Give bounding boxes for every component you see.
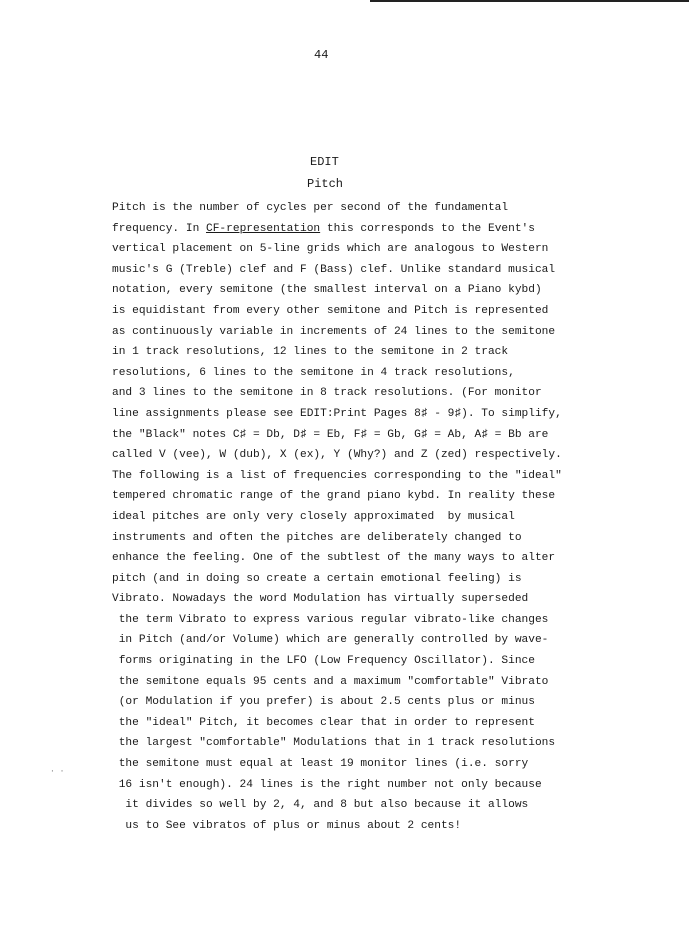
body-line [112,322,672,343]
underlined-term: CF-representation [206,222,321,235]
line-text: tempered chromatic range of the grand piano kybd. In reality these [112,490,556,503]
body-line [112,363,672,384]
margin-speck: · · [50,767,65,776]
body-line [112,610,672,631]
line-text: in 1 track resolutions, 12 lines to the semitone in 2 track [112,346,509,359]
line-text: notation, every semitone (the smallest interval on a Piano kybd) [112,284,542,297]
line-text: 16 isn't enough). 24 lines is the right number not only because [112,778,542,791]
body-line [112,486,672,507]
body-line [112,528,672,549]
line-text: enhance the feeling. One of the subtlest of the many ways to alter [112,552,556,565]
line-text: ideal pitches are only very closely approximated by musical [112,510,515,523]
line-text: Vibrato. Nowadays the word Modulation has virtually superseded [112,593,529,606]
line-text: resolutions, 6 lines to the semitone in 4 track resolutions, [112,366,515,379]
body-line [112,342,672,363]
body-line [112,466,672,487]
body-line [112,589,672,610]
line-text-continued: this corresponds to the Event's [320,222,535,235]
body-line [112,630,672,651]
line-text: in Pitch (and/or Volume) which are generally controlled by wave- [112,634,549,647]
body-line [112,239,672,260]
line-text: as continuously variable in increments of 24 lines to the semitone [112,325,556,338]
line-text: instruments and often the pitches are deliberately changed to [112,531,522,544]
line-text: the "Black" notes C♯ = Db, D♯ = Eb, F♯ = Gb, G♯ = Ab, A♯ = Bb are [112,428,549,441]
line-text: the semitone must equal at least 19 monitor lines (i.e. sorry [112,758,529,771]
line-text: and 3 lines to the semitone in 8 track resolutions. (For monitor [112,387,542,400]
line-text: the "ideal" Pitch, it becomes clear that in order to represent [112,716,535,729]
line-text: it divides so well by 2, 4, and 8 but also because it allows [112,799,529,812]
body-line [112,795,672,816]
line-text: vertical placement on 5-line grids which are analogous to Western [112,243,549,256]
page-number: 44 [314,48,329,62]
body-line [112,404,672,425]
body-line [112,713,672,734]
line-text: forms originating in the LFO (Low Frequency Oscillator). Since [112,655,535,668]
body-line [112,651,672,672]
top-rule [370,0,689,2]
body-line [112,198,672,219]
line-text: the largest "comfortable" Modulations that in 1 track resolutions [112,737,556,750]
line-text: Pitch is the number of cycles per second of the fundamental [112,202,509,214]
line-text: line assignments please see EDIT:Print Pages 8♯ - 9♯). To simplify, [112,407,562,420]
line-text: (or Modulation if you prefer) is about 2.5 cents plus or minus [112,696,535,709]
section-subheading: Pitch [307,177,344,191]
body-line [112,775,672,796]
line-text: The following is a list of frequencies corresponding to the "ideal" [112,469,562,482]
line-text: frequency. In [112,222,206,235]
body-line [112,219,672,240]
line-text: us to See vibratos of plus or minus about 2 cents! [112,819,462,832]
body-line [112,754,672,775]
line-text: the term Vibrato to express various regular vibrato-like changes [112,613,549,626]
line-text: pitch (and in doing so create a certain emotional feeling) is [112,572,522,585]
section-heading: EDIT [310,155,339,169]
body-text [112,198,672,836]
body-line [112,445,672,466]
body-line [112,548,672,569]
body-line [112,733,672,754]
body-line [112,672,672,693]
line-text: is equidistant from every other semitone and Pitch is represented [112,304,549,317]
body-line [112,507,672,528]
body-line [112,280,672,301]
body-line [112,816,672,837]
line-text: music's G (Treble) clef and F (Bass) clef. Unlike standard musical [112,263,556,276]
line-text: called V (vee), W (dub), X (ex), Y (Why?) and Z (zed) respectively. [112,449,562,462]
line-text: the semitone equals 95 cents and a maximum "comfortable" Vibrato [112,675,549,688]
body-line [112,692,672,713]
body-line [112,301,672,322]
body-line [112,260,672,281]
body-line [112,569,672,590]
body-line [112,383,672,404]
body-line [112,425,672,446]
